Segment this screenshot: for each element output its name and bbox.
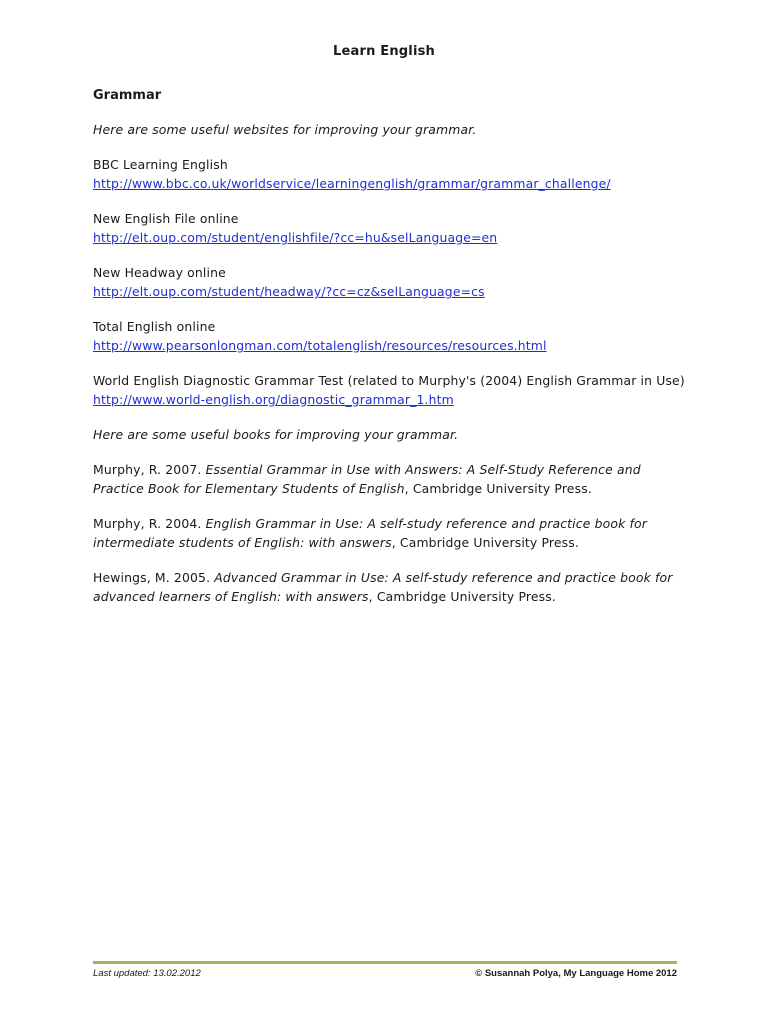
document-title: Learn English: [332, 44, 435, 59]
website-entry-headway: [93, 263, 693, 301]
website-name: New English File online: [93, 211, 239, 226]
books-intro: Here are some useful books for improving your grammar.: [93, 427, 459, 442]
website-link[interactable]: http://elt.oup.com/student/englishfile/?cc=hu&selLanguage=en: [93, 230, 498, 245]
book-title: Essential Grammar in Use with Answers: A Self-Study Reference and Practice Book for Elementary Students of English: [93, 462, 641, 496]
footer-copyright: © Susannah Polya, My Language Home 2012: [475, 968, 677, 979]
footer-last-updated: Last updated: 13.02.2012: [93, 968, 201, 979]
website-entry-english-file: [93, 209, 693, 247]
document-body: [93, 120, 693, 622]
book-reference: [93, 460, 693, 498]
website-name: New Headway online: [93, 265, 226, 280]
book-author-year: Hewings, M. 2005.: [93, 570, 215, 585]
website-link[interactable]: http://www.pearsonlongman.com/totalenglish/resources/resources.html: [93, 338, 547, 353]
book-publisher: , Cambridge University Press.: [368, 589, 556, 604]
website-name: BBC Learning English: [93, 157, 228, 172]
book-publisher: , Cambridge University Press.: [404, 481, 592, 496]
book-author-year: Murphy, R. 2007.: [93, 462, 206, 477]
website-link[interactable]: http://elt.oup.com/student/headway/?cc=cz&selLanguage=cs: [93, 284, 485, 299]
section-heading-grammar: Grammar: [93, 88, 162, 103]
website-link[interactable]: http://www.world-english.org/diagnostic_grammar_1.htm: [93, 392, 454, 407]
book-author-year: Murphy, R. 2004.: [93, 516, 206, 531]
website-name: Total English online: [93, 319, 216, 334]
website-name: World English Diagnostic Grammar Test (related to Murphy's (2004) English Grammar in Use): [93, 373, 685, 388]
book-title: English Grammar in Use: A self-study reference and practice book for intermediate students of English: with answers: [93, 516, 647, 550]
book-publisher: , Cambridge University Press.: [391, 535, 579, 550]
footer-divider: [93, 961, 677, 964]
websites-intro: Here are some useful websites for improving your grammar.: [93, 122, 477, 137]
website-entry-bbc: [93, 155, 693, 193]
website-entry-total-english: [93, 317, 693, 355]
book-reference: [93, 514, 693, 552]
website-link[interactable]: http://www.bbc.co.uk/worldservice/learningenglish/grammar/grammar_challenge/: [93, 176, 611, 191]
website-entry-world-english: [93, 371, 693, 409]
book-reference: [93, 568, 693, 606]
book-title: Advanced Grammar in Use: A self-study reference and practice book for advanced learners of English: with answers: [93, 570, 673, 604]
